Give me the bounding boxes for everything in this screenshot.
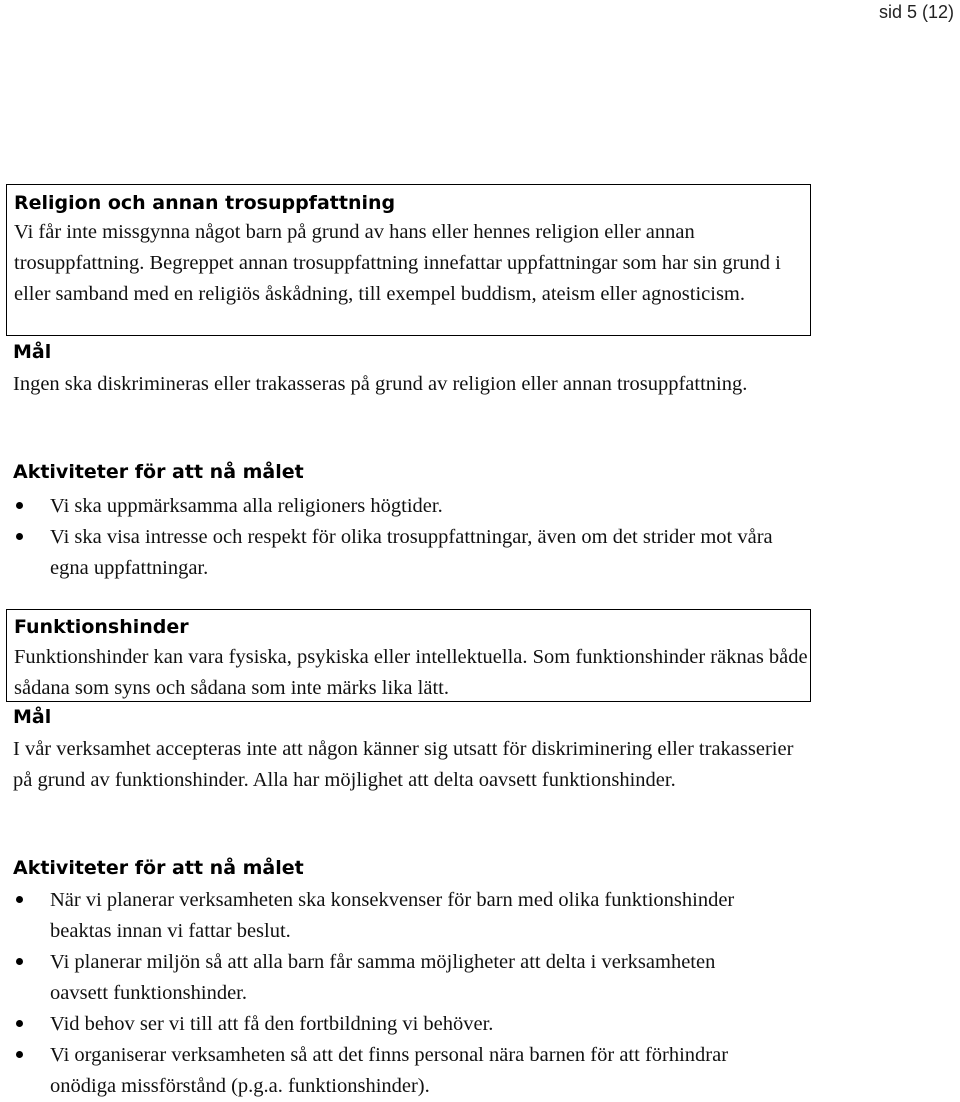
list-item: Vi ska uppmärksamma alla religioners högtider.	[13, 491, 813, 522]
page-number: sid 5 (12)	[878, 2, 954, 22]
religion-intro-box	[6, 184, 811, 336]
list-item: Vi planerar miljön så att alla barn får samma möjligheter att delta i verksamheten oavsett funktionshinder.	[13, 947, 773, 1009]
disability-activities-list	[13, 885, 773, 1102]
list-item: När vi planerar verksamheten ska konsekvenser för barn med olika funktionshinder beaktas innan vi fattar beslut.	[13, 885, 773, 947]
disability-body-text: Funktionshinder kan vara fysiska, psykiska eller intellektuella. Som funktionshinder räknas både sådana som syns och sådana som inte märks lika lätt.	[14, 646, 808, 699]
religion-body-text: Vi får inte missgynna något barn på grund av hans eller hennes religion eller annan trosuppfattning. Begreppet annan trosuppfattning innefattar uppfattningar som har sin grund i eller samband med en religiös åskådning, till exempel buddism, ateism eller agnosticism.	[14, 221, 781, 305]
list-item: Vi ska visa intresse och respekt för olika trosuppfattningar, även om det strider mot våra egna uppfattningar.	[13, 522, 813, 584]
religion-activities-list	[13, 491, 813, 584]
section-title-disability: Funktionshinder	[14, 616, 189, 638]
list-item: Vid behov ser vi till att få den fortbildning vi behöver.	[13, 1009, 773, 1040]
disability-goal-heading: Mål	[13, 706, 52, 728]
list-item: Vi organiserar verksamheten så att det finns personal nära barnen för att förhindrar onödiga missförstånd (p.g.a. funktionshinder).	[13, 1040, 773, 1102]
section-title-religion: Religion och annan trosuppfattning	[14, 192, 396, 214]
religion-goal-text: Ingen ska diskrimineras eller trakasseras på grund av religion eller annan trosuppfattning.	[13, 373, 748, 395]
religion-activities-heading: Aktiviteter för att nå målet	[13, 461, 304, 483]
religion-goal-heading: Mål	[13, 341, 52, 363]
disability-goal-text: I vår verksamhet accepteras inte att någon känner sig utsatt för diskriminering eller trakasserier på grund av funktionshinder. Alla har möjlighet att delta oavsett funktionshinder.	[13, 738, 794, 791]
disability-intro-box	[6, 609, 811, 702]
disability-activities-heading: Aktiviteter för att nå målet	[13, 857, 304, 879]
